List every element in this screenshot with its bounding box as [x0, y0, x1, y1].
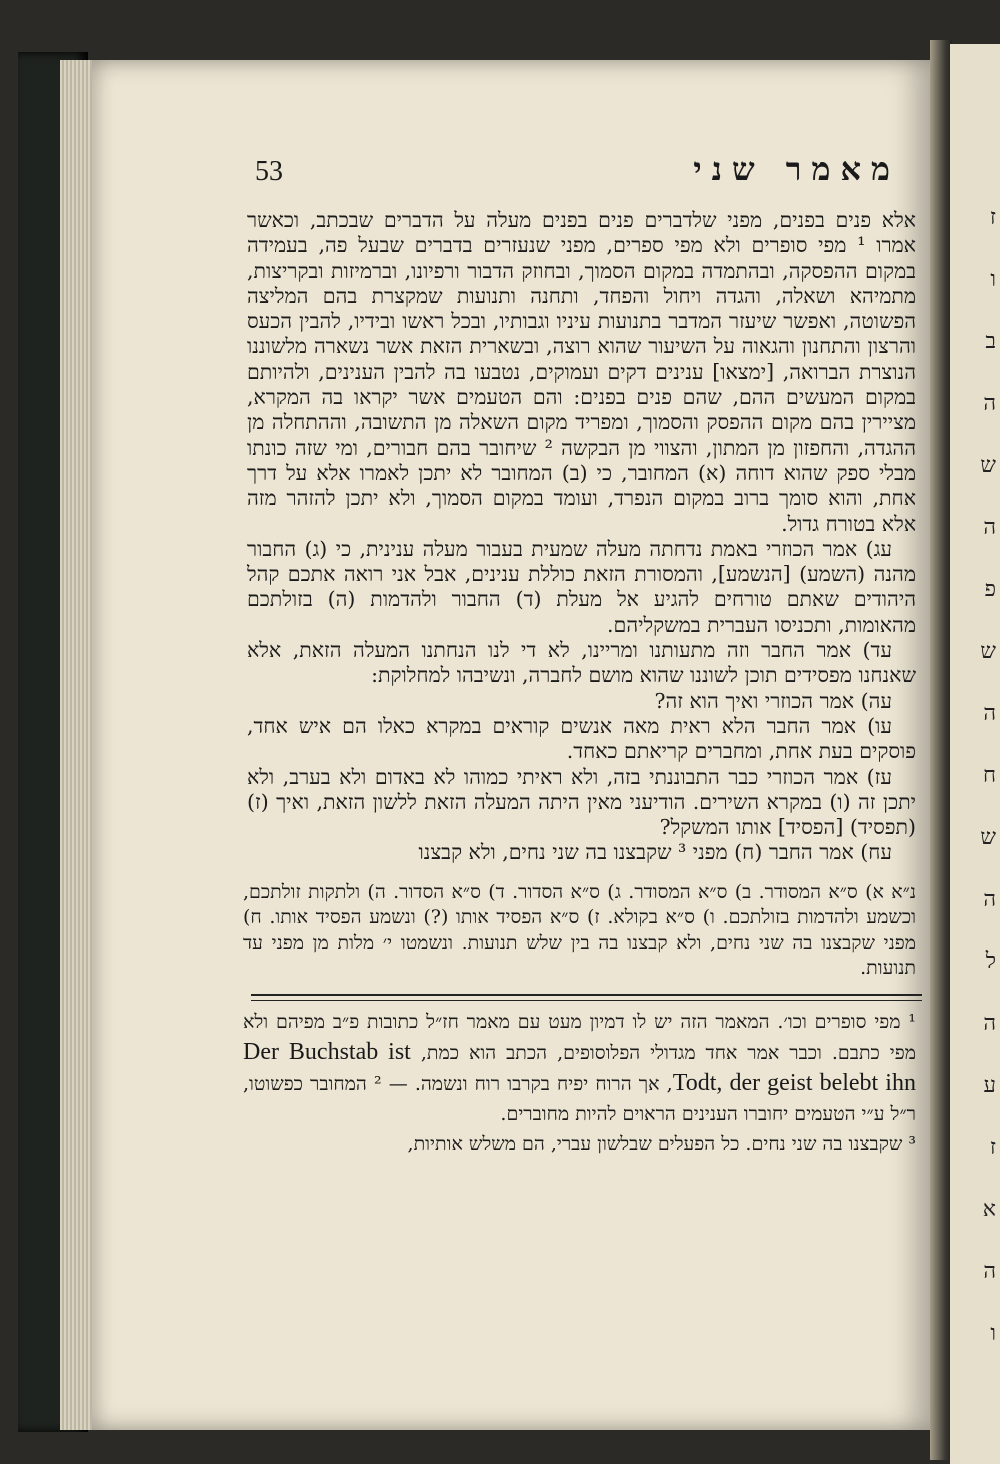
facing-page-glyph: ה [983, 1259, 996, 1284]
footnote-text: המחובר כפשוטו, ר״ל ע״י הטעמים יחוברו הענינים הראוים להיות מחוברים. [243, 1072, 916, 1125]
facing-page-glyph: ז [989, 1135, 996, 1160]
footnote-text: מפי סופרים וכו׳. המאמר הזה יש לו דמיון מעט עם מאמר חז״ל כתובות פ״ב מפיהם ולא מפי כתבם. וכבר אמר אחד מגדולי הפלוסופים, הכתב הוא כמת, [243, 1010, 916, 1064]
footnote-marker: ³ [908, 1132, 916, 1155]
facing-page-glyph: א [982, 1197, 996, 1222]
dialogue-paragraph: עה) אמר הכוזרי ואיך הוא זה? [654, 688, 892, 713]
facing-page-glyph: ה [983, 887, 996, 912]
book-gutter [930, 40, 952, 1460]
footnote-text: אך הרוח יפיח בקרבו רוח ונשמה. [414, 1072, 660, 1095]
page-edges [60, 60, 94, 1430]
dialogue-paragraph: עו) אמר החבר הלא ראית מאה אנשים קוראים במקרא כאלו הם איש אחד, פוסקים בעת אחת, ומחברים קריאתם כאחד. [247, 713, 916, 764]
dialogue-paragraph: עח) אמר החבר (ח) מפני ³ שקבצנו בה שני נחים, ולא קבצנו [418, 840, 892, 865]
facing-page-glyph: פ [984, 577, 996, 602]
footnote-3 [243, 1129, 916, 1159]
facing-page-glyph: ו [990, 267, 996, 292]
facing-page-glyph: ה [983, 391, 996, 416]
running-head [243, 150, 930, 208]
footnote-1: ¹ מפי סופרים וכו׳. המאמר הזה יש לו דמיון מעט עם מאמר חז״ל כתובות פ״ב מפיהם ולא מפי כתבם. וכבר אמר אחד מגדולי הפלוסופים, הכתב הוא כמת, Der Buchstab ist Todt, der geist belebt ihn, אך הרוח יפיח בקרבו רוח ונשמה. — ² המחובר כפשוטו, ר״ל ע״י הטעמים יחוברו הענינים הראוים להיות מחוברים. [243, 1010, 917, 1125]
facing-page-fragment [950, 44, 1000, 1464]
footnote-text: שקבצנו בה שני נחים. כל הפעלים שבלשון עברי, הם משלש אותיות, [407, 1132, 903, 1155]
dialogue-paragraph: עג) אמר הכוזרי באמת נדחתה מעלה שמעית בעבור מעלה ענינית, כי (ג) החבור מהנה (השמע) [הנשמע], והמסורת הזאת כוללת ענינים, אבל אני רואה אתכם קהל היהודים שאתם טורחים להגיע אל מעלת (ד) החבור ולהדמות (ה) בזולתכם מהאומות, ותכניסו העברית במשקליהם. [247, 536, 916, 637]
page-title: מאמר שני [693, 150, 900, 188]
facing-page-glyph: ו [990, 1321, 996, 1346]
main-text [243, 208, 930, 866]
page-content [243, 150, 930, 1159]
footnote-marker: ² [373, 1072, 382, 1095]
facing-page-glyph: ב [985, 329, 996, 354]
facing-page-glyph: ש [980, 639, 996, 664]
textual-variants: נ״א א) ס״א המסודר. ב) ס״א המסודר. ג) ס״א הסדור. ד) ס״א הסדור. ה) ולתקות זולתכם, וכשמע ולהדמות בזולתכם. ו) ס״א בקולא. ז) ס״א הפסיד אותו (?) ונשמע הפסיד אותו. ח) מפני שקבצנו בה שני נחים, ולא קבצנו בה בין שלש תנועות. ונשמטו י׳ מלות מן מפני עד תנועות. [243, 880, 916, 980]
facing-page-glyph: ל [985, 949, 996, 974]
footnote-divider-thin [251, 1000, 922, 1001]
facing-page-glyph: ה [983, 515, 996, 540]
footnotes [243, 1007, 930, 1159]
page-number: 53 [255, 156, 283, 187]
facing-page-glyph: ח [982, 763, 996, 788]
facing-page-glyph: ה [983, 1011, 996, 1036]
footnote-divider [251, 994, 922, 996]
dialogue-paragraph: עז) אמר הכוזרי כבר התבוננתי בזה, ולא ראיתי כמוהו לא באדום ולא בערב, ולא יתכן זה (ו) במקרא השירים. הודיעני מאין היתה המעלה הזאת ללשון הזאת, ואיך (ז) (תפסיד) [הפסיד] אותו המשקל? [247, 764, 916, 840]
german-quote: Der Buchstab ist Todt, der geist belebt ihn [243, 1038, 916, 1096]
facing-page-glyph: ש [980, 825, 996, 850]
footnote-marker: ¹ [908, 1010, 917, 1033]
body-paragraph: אלא פנים בפנים, מפני שלדברים פנים בפנים מעלה על הדברים שבכתב, וכאשר אמרו ¹ מפי סופרים ולא מפי ספרים, מפני שנעזרים בדברים שבעל פה, בעמידה במקום ההפסקה, ובהתמדה במקום הסמוך, ובחוזק הדבור ורפיונו, וברמיזות ובקריצות, מתמיהא ושאלה, והגדה ויחול והפחד, ותחנה ותנועות שמקצרת בהם המליצה הפשוטה, ואפשר שיעזר המדבר בתנועות עיניו וגבותיו, ובכל ראשו ובידיו, להבין הכעס והרצון והתחנון והגאוה על השיעור שהוא רוצה, ובשארית הזאת אשר נשארה מלשוננו הנוצרת הברואה, [ימצאו] ענינים דקים ועמוקים, נטבעו בה להבין הענינים, ולהיותם במקום המעשים ההם, שהם פנים בפנים: והם הטעמים אשר יקראו בה המקרא, מציירין בהם מקום ההפסק והסמוך, ומפריד מקום השאלה מן התשובה, וההתחלה מן ההגדה, והחפזון מן המתון, והצווי מן הבקשה ² שיחובר בהם חבורים, ומי שזה כונתו מבלי ספק שהוא דוחה (א) המחובר, כי (ב) המחובר לא יתכן לאמרו אלא על דרך אחת, והוא סומך ברוב במקום הנפרד, ועומד במקום הסמוך, ולא יתכן להזהר מזה אלא בטורח גדול. [247, 208, 916, 536]
facing-page-glyph: ש [980, 453, 996, 478]
dialogue-paragraph: עד) אמר החבר וזה מתעותנו ומריינו, לא די לנו הנחתנו המעלה הזאת, אלא שאנחנו מפסידים תוכן לשוננו שהוא מושם לחברה, ונשיבהו למחלוקת: [247, 638, 916, 688]
facing-page-glyph: ז [989, 205, 996, 230]
facing-page-glyph: ע [983, 1073, 996, 1098]
facing-page-glyph: ה [983, 701, 996, 726]
